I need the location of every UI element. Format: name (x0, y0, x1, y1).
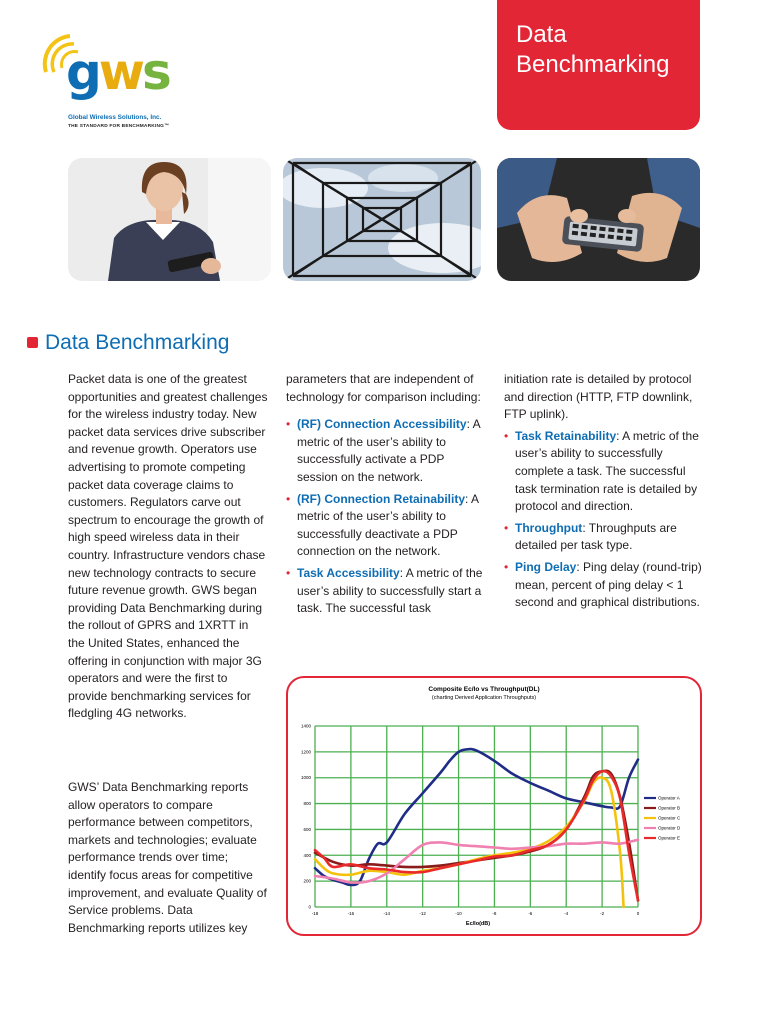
x-tick-label: -14 (383, 911, 391, 916)
x-tick-label: -10 (455, 911, 462, 916)
banner-line-1: Data (516, 21, 567, 48)
column-2 (286, 371, 486, 618)
y-tick-label: 1000 (300, 775, 311, 781)
company-name: Global Wireless Solutions, Inc. (68, 114, 162, 121)
metric-term: Throughput (515, 520, 583, 535)
x-tick-label: -2 (600, 911, 605, 916)
y-tick-label: 1400 (300, 723, 311, 729)
gws-logo (40, 28, 190, 138)
intro-text-2: GWS’ Data Benchmarking reports allow operators to compare performance between competitors, markets and technologies; evaluate performance trends over time; identify focus areas for competitive improvement, and evaluate Quality of Service problems. Data Benchmarking reports utilizes key (68, 780, 267, 935)
metric-description: : A metric of the user’s ability to successfully complete a task. The successful task termination rate is detailed by protocol and direction. (515, 428, 699, 514)
metric-description: : A metric of the user’s ability to successfully start a task. The successful task (297, 565, 483, 616)
metric-term: Task Retainability (515, 428, 617, 443)
chart-subtitle: (charting Derived Application Throughputs) (431, 695, 537, 701)
x-tick-label: -12 (419, 911, 426, 916)
x-tick-label: -8 (492, 911, 497, 916)
metric-term: (RF) Connection Accessibility (297, 417, 467, 432)
metric-description: : A metric of the user’s ability to successfully activate a PDP session on the network. (297, 417, 480, 484)
x-axis-label: Ec/Io(dB) (465, 921, 491, 927)
legend-label: Operator A (658, 795, 680, 801)
x-tick-label: -16 (347, 911, 355, 916)
chart-canvas (288, 678, 700, 934)
list-item (504, 520, 704, 555)
list-item (286, 491, 486, 561)
title-banner (497, 0, 700, 130)
metric-list-1 (286, 416, 486, 618)
list-item (504, 428, 704, 516)
legend-label: Operator B (658, 805, 681, 811)
metric-description: : Throughputs are detailed per task type. (515, 520, 677, 553)
metric-term: (RF) Connection Retainability (297, 491, 465, 506)
metric-term: Ping Delay (515, 559, 577, 574)
company-tagline: THE STANDARD FOR BENCHMARKING™ (68, 124, 170, 129)
metric-description: : A metric of the user’s ability to successfully deactivate a PDP connection on the network. (297, 491, 479, 559)
column-3 (504, 371, 704, 612)
y-tick-label: 1200 (300, 749, 311, 755)
metric-term: Task Accessibility (297, 565, 400, 580)
list-item (286, 416, 486, 486)
y-tick-label: 400 (303, 852, 311, 858)
intro-paragraph-1 (68, 371, 268, 723)
woman-with-phone-photo (68, 158, 271, 281)
y-tick-label: 800 (303, 801, 311, 807)
banner-title (516, 20, 669, 80)
logo-wordmark: gws (66, 43, 169, 101)
list-item (504, 559, 704, 612)
cell-tower-photo (283, 158, 481, 281)
list-item (286, 565, 486, 618)
y-tick-label: 600 (303, 826, 311, 832)
legend-label: Operator C (658, 815, 681, 821)
col3-lead: initiation rate is detailed by protocol and direction (HTTP, FTP downlink, FTP uplink). (504, 372, 693, 422)
x-tick-label: 0 (636, 911, 640, 916)
x-tick-label: -6 (528, 911, 533, 916)
metric-list-2 (504, 428, 704, 612)
col2-lead: parameters that are independent of technology for comparison including: (286, 372, 481, 404)
throughput-chart (286, 676, 702, 936)
intro-text-1: Packet data is one of the greatest opportunities and greatest challenges for the wireless industry today. New packet data services drive subscriber and revenue growth. Operators use advertising to promote competing packet data coverage claims to customers. Regulators carve out spectrum to encourage the growth of high speed wireless data in their country. Infrastructure vendors chase new technology contracts to secure future revenue growth. GWS began providing Data Benchmarking during the rollout of GPRS and 1XRTT in the United States, enhanced the offering in conjunction with major 3G operators and were the first to provide benchmarking services for fledgling 4G networks. (68, 372, 268, 721)
y-tick-label: 200 (303, 878, 311, 884)
legend-label: Operator E (658, 835, 681, 841)
hands-typing-phone-photo (497, 158, 700, 281)
metric-description: : Ping delay (round-trip) mean, percent of ping delay < 1 second and graphical distributions. (515, 559, 702, 610)
section-heading: Data Benchmarking (45, 331, 230, 354)
plot-area (315, 726, 638, 907)
x-tick-label: -18 (311, 911, 319, 916)
banner-line-2: Benchmarking (516, 51, 670, 78)
chart-title: Composite Ec/Io vs Throughput(DL) (428, 686, 540, 693)
section-bullet-icon (27, 337, 38, 348)
intro-paragraph-2 (68, 779, 268, 937)
y-tick-label: 0 (308, 904, 311, 910)
legend-label: Operator D (658, 825, 681, 831)
x-tick-label: -4 (564, 911, 569, 916)
